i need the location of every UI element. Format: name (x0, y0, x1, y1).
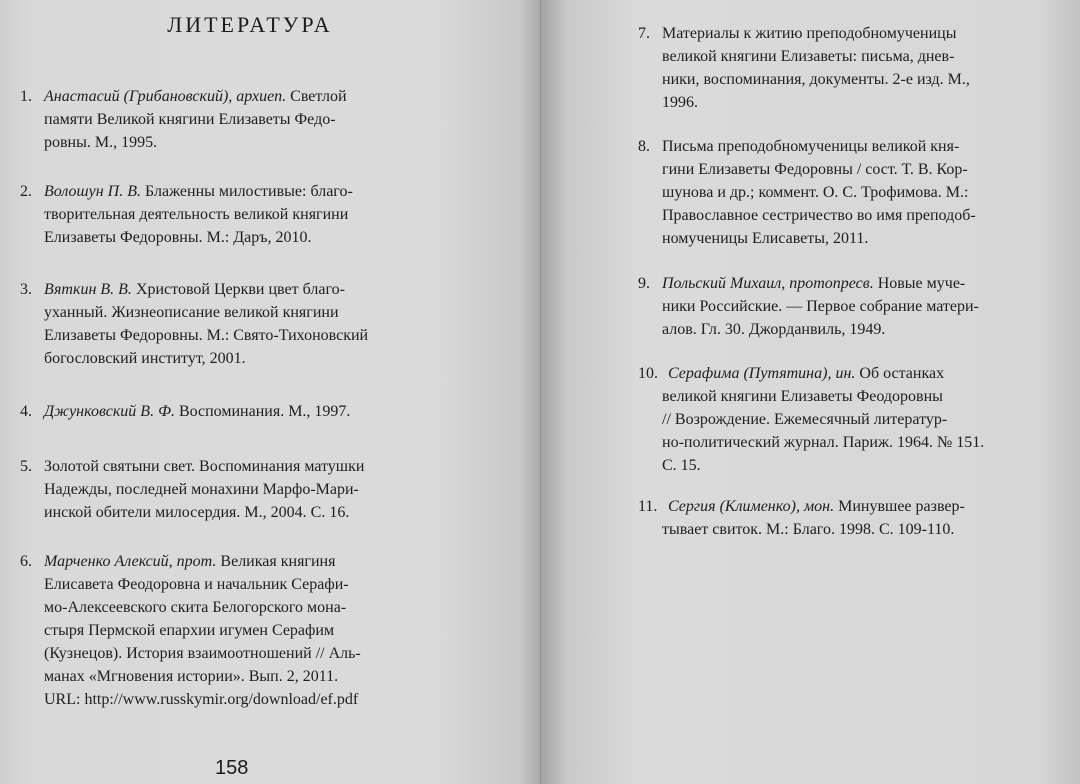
right-page (541, 0, 1080, 784)
entry-text: алов. Гл. 30. Джорданвиль, 1949. (662, 321, 886, 338)
reference-entry-6 (20, 550, 490, 715)
entry-number: 5. (20, 458, 32, 475)
entry-author: Волошун П. В. (44, 183, 141, 200)
reference-entry-8 (638, 135, 1068, 253)
entry-text: Елизаветы Федоровны. М.: Даръ, 2010. (44, 229, 312, 246)
entry-number: 6. (20, 553, 32, 570)
page-number: 158 (215, 757, 249, 779)
entry-number: 1. (20, 88, 32, 105)
entry-text: ники Российские. — Первое собрание матери- (662, 298, 979, 315)
entry-text: Великая княгиня (216, 553, 336, 570)
entry-text: Об останках (855, 365, 945, 382)
entry-number: 8. (638, 138, 650, 155)
entry-text: богословский институт, 2001. (44, 350, 246, 367)
entry-author: Вяткин В. В. (44, 281, 132, 298)
entry-number: 3. (20, 281, 32, 298)
entry-text: тывает свиток. М.: Благо. 1998. С. 109-110. (662, 521, 955, 538)
entry-author: Джунковский В. Ф. (44, 403, 175, 420)
entry-author: Серафима (Путятина), ин. (668, 365, 856, 382)
entry-text: Елизаветы Федоровны. М.: Свято-Тихоновский (44, 327, 369, 344)
entry-text: (Кузнецов). История взаимоотношений // Аль- (44, 645, 361, 662)
reference-entry-1 (20, 85, 480, 155)
entry-text: Светлой (286, 88, 347, 105)
entry-text: Надежды, последней монахини Марфо-Мари- (44, 481, 359, 498)
entry-text: стыря Пермской епархии игумен Серафим (44, 622, 335, 639)
page-heading: ЛИТЕРАТУРА (167, 12, 333, 37)
reference-entry-3 (20, 278, 480, 373)
entry-url: URL: http://www.russkymir.org/download/ef.pdf (44, 691, 359, 708)
entry-number: 9. (638, 275, 650, 292)
entry-text: Православное сестричество во имя преподоб- (662, 207, 976, 224)
entry-text: инской обители милосердия. М., 2004. С. 16. (44, 504, 350, 521)
entry-number: 2. (20, 183, 32, 200)
entry-text: ровны. М., 1995. (44, 134, 158, 151)
entry-author: Сергия (Клименко), мон. (668, 498, 835, 515)
entry-text: уханный. Жизнеописание великой княгини (44, 304, 339, 321)
entry-number: 10. (638, 365, 658, 382)
entry-text: памяти Великой княгини Елизаветы Федо- (44, 111, 336, 128)
entry-text: номученицы Елисаветы, 2011. (662, 230, 869, 247)
entry-text: манах «Мгновения истории». Вып. 2, 2011. (44, 668, 339, 685)
entry-number: 7. (638, 25, 650, 42)
entry-text: ники, воспоминания, документы. 2-е изд. М., (662, 71, 970, 88)
entry-text: Золотой святыни свет. Воспоминания матушки (44, 458, 365, 475)
reference-entry-2 (20, 180, 480, 250)
reference-entry-7 (638, 22, 1068, 117)
entry-author: Польский Михаил, протопресв. (662, 275, 874, 292)
entry-text: С. 15. (662, 457, 701, 474)
entry-number: 4. (20, 403, 32, 420)
entry-text: Материалы к житию преподобномученицы (662, 25, 957, 42)
entry-number: 11. (638, 498, 658, 515)
entry-text: 1996. (662, 94, 698, 111)
entry-text: Письма преподобномученицы великой кня- (662, 138, 960, 155)
entry-text: Блаженны милостивые: благо- (141, 183, 353, 200)
reference-entry-11 (638, 495, 1068, 543)
entry-text: творительная деятельность великой княгини (44, 206, 349, 223)
entry-author: Марченко Алексий, прот. (44, 553, 217, 570)
entry-text: шунова и др.; коммент. О. С. Трофимова. М.: (662, 184, 969, 201)
entry-text: великой княгини Елизаветы Феодоровны (662, 388, 943, 405)
reference-entry-5 (20, 455, 480, 525)
reference-entry-9 (638, 272, 1068, 342)
entry-text: Новые муче- (873, 275, 966, 292)
entry-text: мо-Алексеевского скита Белогорского мона- (44, 599, 347, 616)
entry-text: Елисавета Феодоровна и начальник Серафи- (44, 576, 349, 593)
entry-text: Минувшее развер- (834, 498, 965, 515)
entry-author: Анастасий (Грибановский), архиеп. (44, 88, 287, 105)
reference-entry-10 (638, 362, 1068, 480)
entry-text: // Возрождение. Ежемесячный литератур- (662, 411, 948, 428)
reference-entry-4 (20, 400, 480, 425)
entry-text: гини Елизаветы Федоровны / сост. Т. В. Кор- (662, 161, 968, 178)
entry-text: Воспоминания. М., 1997. (174, 403, 351, 420)
entry-text: великой княгини Елизаветы: письма, днев- (662, 48, 955, 65)
entry-text: Христовой Церкви цвет благо- (131, 281, 345, 298)
entry-text: но-политический журнал. Париж. 1964. № 151. (662, 434, 985, 451)
